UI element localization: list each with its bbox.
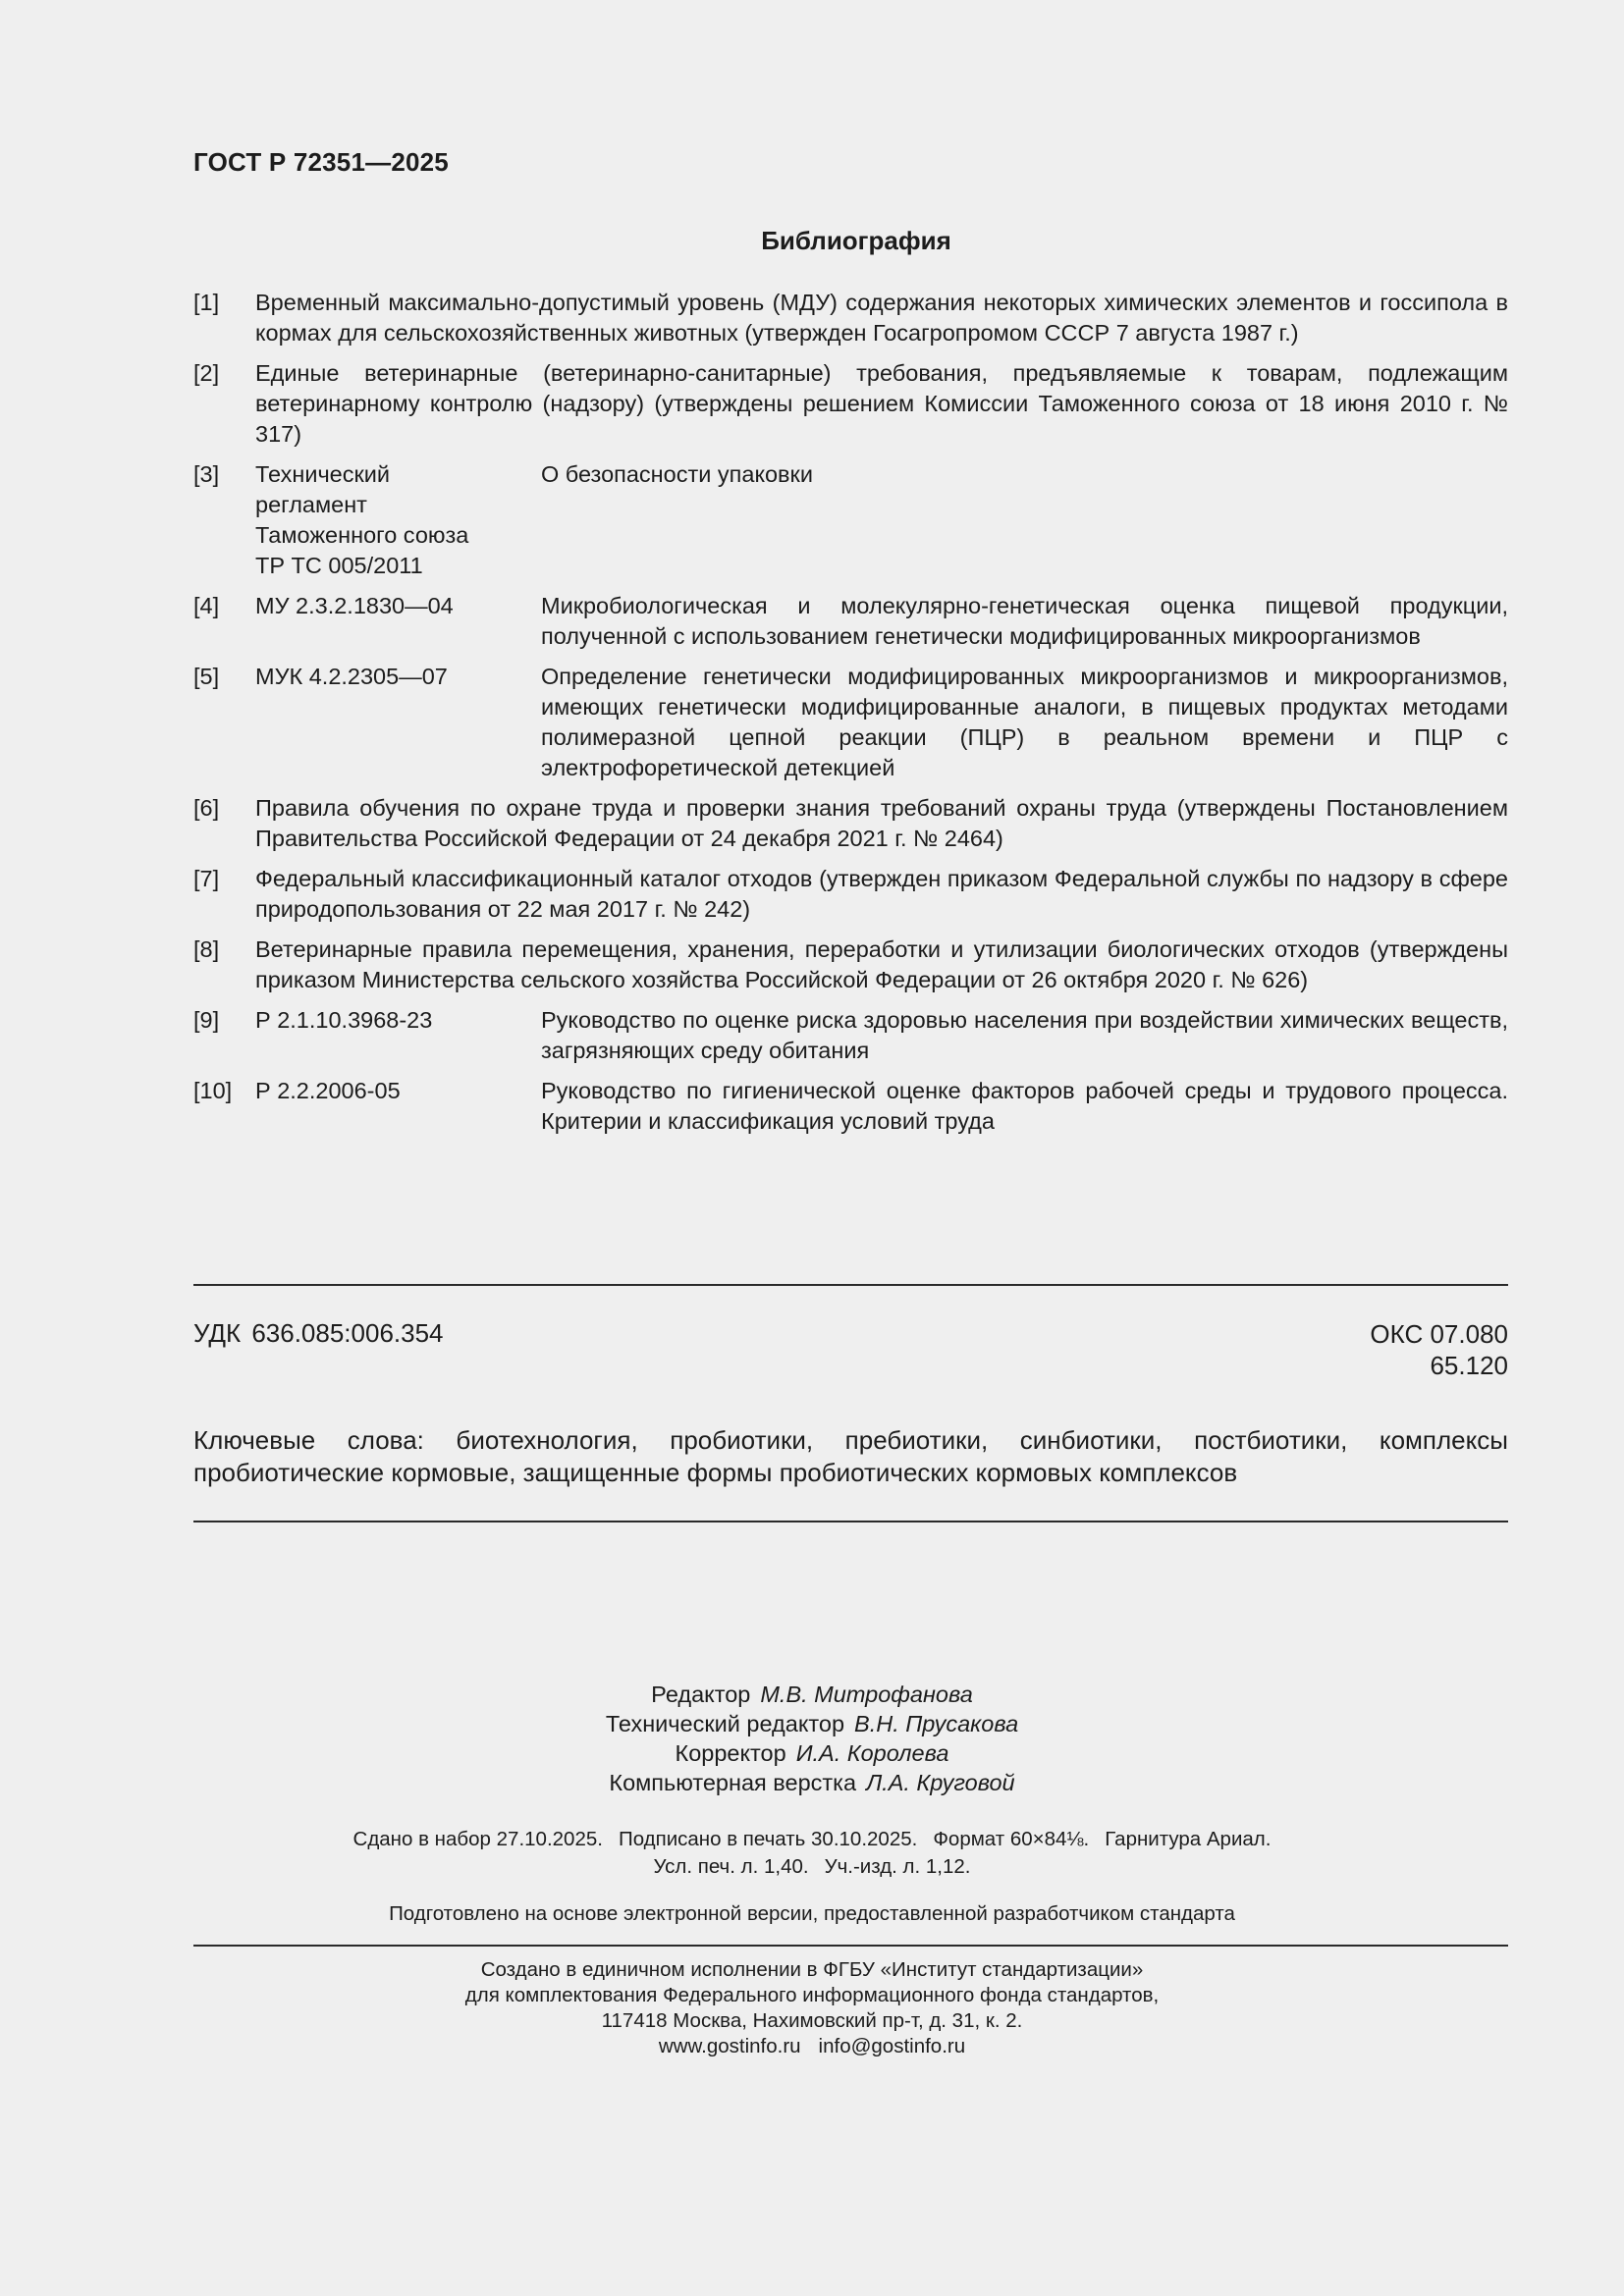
bibliography-item-number: [9] — [193, 1007, 220, 1033]
bibliography-item-number: [5] — [193, 664, 220, 689]
divider-top — [193, 1284, 1508, 1286]
bibliography-item — [193, 288, 1508, 348]
submitted-date: Сдано в набор 27.10.2025. — [352, 1828, 603, 1850]
credit-name: М.В. Митрофанова — [760, 1682, 973, 1707]
bibliography-item-number: [1] — [193, 290, 220, 315]
bibliography-item — [193, 358, 1508, 450]
bibliography-item — [193, 459, 1508, 581]
bibliography-item-designation: Р 2.1.10.3968-23 — [255, 1007, 433, 1033]
credit-corrector — [0, 1738, 1624, 1768]
credit-tech-editor — [0, 1709, 1624, 1738]
bibliography-item-number: [3] — [193, 461, 220, 487]
bibliography-item-text: Единые ветеринарные (ветеринарно-санитарные) требования, предъявляемые к товарам, подлежащим ветеринарному контролю (надзору) (утверждены решением Комиссии Таможенного союза от 18 июня 2010 г. № 317) — [255, 360, 1508, 447]
bibliography-item — [193, 591, 1508, 652]
bibliography-item-designation: МУК 4.2.2305—07 — [255, 664, 448, 689]
oks-codes — [1370, 1318, 1508, 1381]
divider-bottom — [193, 1521, 1508, 1522]
print-info — [0, 1826, 1624, 1881]
credit-layout — [0, 1768, 1624, 1797]
document-code: ГОСТ Р 72351—2025 — [193, 147, 449, 177]
oks-code-line: 65.120 — [1430, 1351, 1508, 1380]
bibliography-item-number: [2] — [193, 360, 220, 386]
credit-editor — [0, 1680, 1624, 1709]
bibliography-item — [193, 793, 1508, 854]
credit-label: Технический редактор — [605, 1711, 845, 1736]
oks-code-line: ОКС 07.080 — [1370, 1319, 1508, 1349]
paper-format: Формат 60×84⅛. — [933, 1828, 1090, 1850]
bibliography-item-number: [10] — [193, 1078, 233, 1103]
bibliography-item — [193, 662, 1508, 783]
email-link[interactable]: info@gostinfo.ru — [818, 2035, 966, 2057]
bibliography-item — [193, 864, 1508, 925]
keywords: Ключевые слова: биотехнология, пробиотики, пребиотики, синбиотики, постбиотики, комплексы пробиотические кормовые, защищенные формы пробиотических кормовых комплексов — [193, 1425, 1508, 1487]
bibliography-item-text: Правила обучения по охране труда и проверки знания требований охраны труда (утверждены Постановлением Правительства Российской Федерации от 24 декабря 2021 г. № 2464) — [255, 795, 1508, 851]
credit-label: Корректор — [675, 1740, 786, 1766]
publisher-line: 117418 Москва, Нахимовский пр-т, д. 31, к. 2. — [601, 2009, 1023, 2032]
bibliography-item-title: Определение генетически модифицированных микроорганизмов и микроорганизмов, имеющих генетически модифицированные аналоги, в пищевых продуктах методами полимеразной цепной реакции (ПЦР) в реальном времени и ПЦР с электрофоретической детекцией — [541, 664, 1508, 780]
print-sheets: Усл. печ. л. 1,40. — [653, 1855, 809, 1878]
prepared-note: Подготовлено на основе электронной версии, предоставленной разработчиком стандарта — [389, 1902, 1235, 1925]
bibliography-item-designation: МУ 2.3.2.1830—04 — [255, 593, 454, 618]
bibliography-item — [193, 1005, 1508, 1066]
publisher-contacts — [0, 2034, 1624, 2059]
bibliography-item-number: [7] — [193, 866, 220, 891]
credits-block — [0, 1680, 1624, 1797]
bibliography-item-title: Руководство по оценке риска здоровью населения при воздействии химических веществ, загрязняющих среду обитания — [541, 1007, 1508, 1063]
udk-code: УДК 636.085:006.354 — [193, 1318, 444, 1348]
bibliography-item-number: [6] — [193, 795, 220, 821]
bibliography-item-text: Ветеринарные правила перемещения, хранения, переработки и утилизации биологических отходов (утверждены приказом Министерства сельского хозяйства Российской Федерации от 26 октября 2020 г. № 626) — [255, 936, 1508, 992]
bibliography-item-text: Временный максимально-допустимый уровень (МДУ) содержания некоторых химических элементов и госсипола в кормах для сельскохозяйственных животных (утвержден Госагропромом СССР 7 августа 1987 г.) — [255, 290, 1508, 346]
credit-name: И.А. Королева — [795, 1740, 949, 1766]
bibliography-item — [193, 934, 1508, 995]
bibliography-item-number: [8] — [193, 936, 220, 962]
website-link[interactable]: www.gostinfo.ru — [658, 2035, 801, 2057]
publisher-line: Создано в единичном исполнении в ФГБУ «Институт стандартизации» — [480, 1958, 1144, 1981]
bibliography-item-title: Микробиологическая и молекулярно-генетическая оценка пищевой продукции, полученной с использованием генетически модифицированных микроорганизмов — [541, 593, 1508, 649]
credit-name: Л.А. Круговой — [866, 1770, 1015, 1795]
publisher-line: для комплектования Федерального информационного фонда стандартов, — [464, 1984, 1160, 2006]
print-info-line — [0, 1853, 1624, 1881]
bibliography-item-designation: Р 2.2.2006-05 — [255, 1078, 401, 1103]
divider-publisher — [193, 1945, 1508, 1947]
credit-name: В.Н. Прусакова — [854, 1711, 1019, 1736]
typeface: Гарнитура Ариал. — [1105, 1828, 1272, 1850]
bibliography-list — [193, 288, 1508, 1147]
bibliography-item-text: Федеральный классификационный каталог отходов (утвержден приказом Федеральной службы по надзору в сфере природопользования от 22 мая 2017 г. № 242) — [255, 866, 1508, 922]
credit-label: Компьютерная верстка — [609, 1770, 857, 1795]
bibliography-item-title: О безопасности упаковки — [541, 461, 813, 487]
signed-date: Подписано в печать 30.10.2025. — [618, 1828, 918, 1850]
publisher-block — [0, 1957, 1624, 2059]
bibliography-item-number: [4] — [193, 593, 220, 618]
bibliography-item — [193, 1076, 1508, 1137]
bibliography-item-title: Руководство по гигиенической оценке факторов рабочей среды и трудового процесса. Критерии и классификация условий труда — [541, 1078, 1508, 1134]
print-info-line — [0, 1826, 1624, 1853]
publish-sheets: Уч.-изд. л. 1,12. — [824, 1855, 971, 1878]
bibliography-title: Библиография — [761, 226, 951, 255]
bibliography-item-designation: Технический регламент Таможенного союза ТР ТС 005/2011 — [255, 461, 469, 578]
credit-label: Редактор — [651, 1682, 751, 1707]
